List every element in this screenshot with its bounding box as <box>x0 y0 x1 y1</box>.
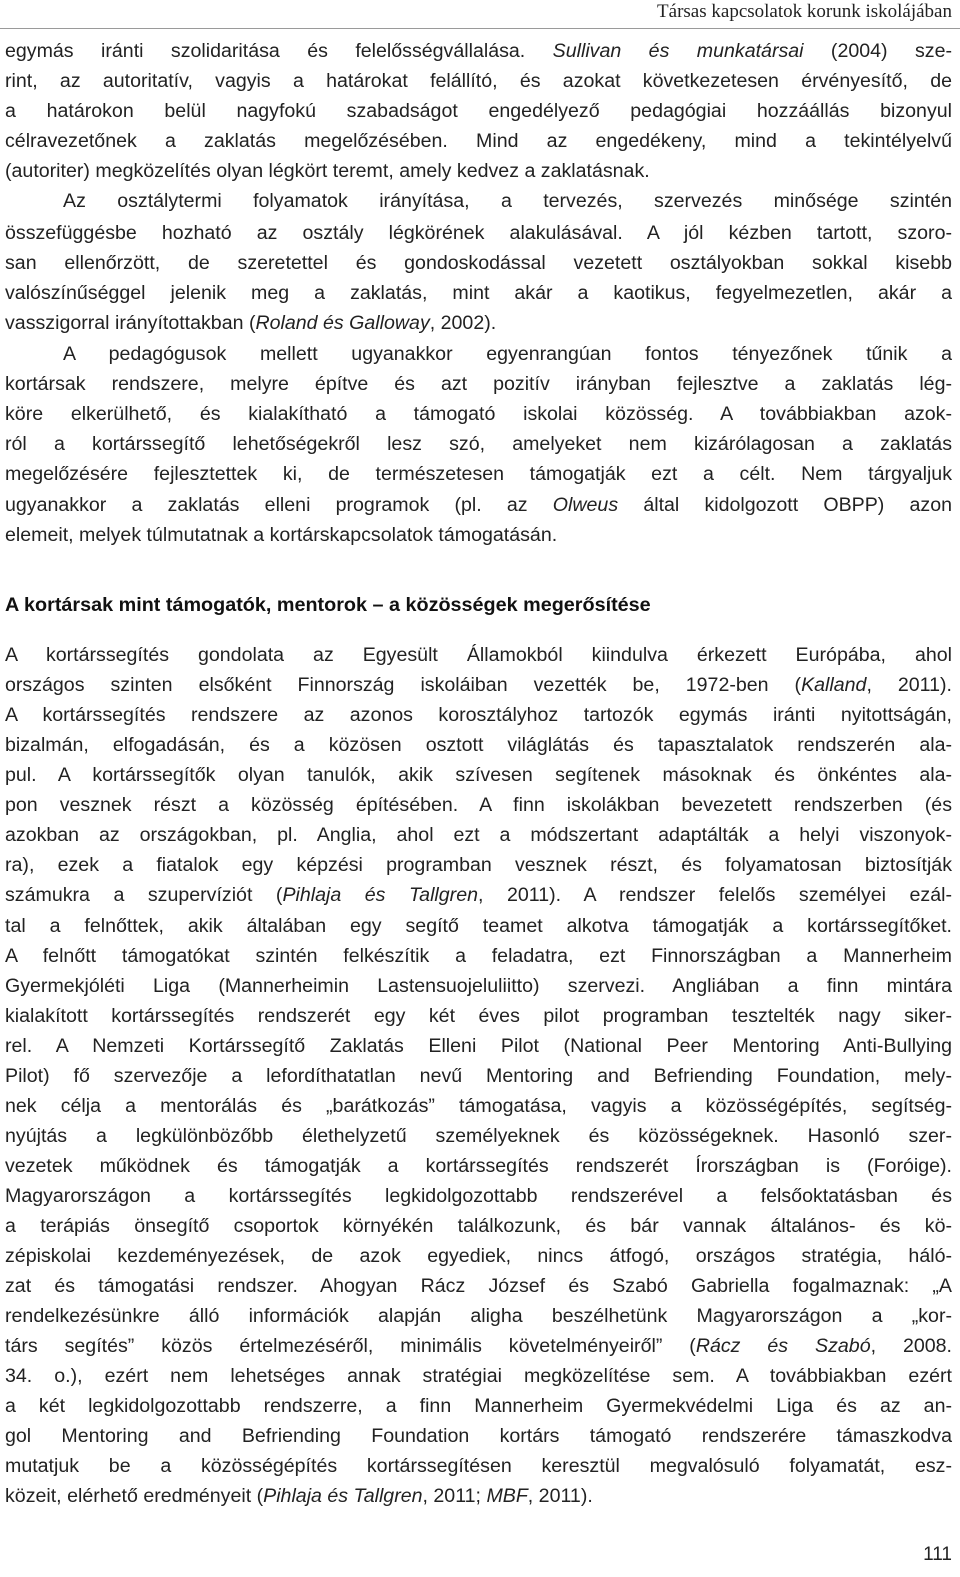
text-segment: a terápiás önsegítő csoportok környékén találkozunk, és bár vannak általános- és kö- <box>5 1215 952 1237</box>
text-line <box>5 308 952 338</box>
text-segment: Pilot) fő szervezője a lefordíthatatlan nevű Mentoring and Befriending Foundation, mely- <box>5 1065 952 1087</box>
text-line <box>5 1271 952 1301</box>
text-line <box>5 971 952 1001</box>
text-line <box>5 1391 952 1421</box>
text-line <box>5 1061 952 1091</box>
text-line <box>5 490 952 520</box>
text-line <box>5 941 952 971</box>
text-segment: elemeit, melyek túlmutatnak a kortárskapcsolatok támogatásán. <box>5 524 558 546</box>
italic-reference: Pihlaja és Tallgren <box>263 1485 423 1507</box>
text-line <box>5 640 952 670</box>
text-line <box>5 1121 952 1151</box>
text-line <box>5 1241 952 1271</box>
text-line <box>5 911 952 941</box>
text-segment: közeit, elérhető eredményeit ( <box>5 1485 264 1507</box>
text-line <box>5 700 952 730</box>
text-line <box>5 1451 952 1481</box>
text-segment: valószínűséggel jelenik meg a zaklatás, mint akár a kaotikus, fegyelmezetlen, akár a <box>5 282 952 304</box>
text-line <box>5 278 952 308</box>
text-segment: rint, az autoritatív, vagyis a határokat felállító, és azokat következetesen érvényesítő, de <box>5 70 952 92</box>
text-line <box>5 790 952 820</box>
text-segment: A felnőtt támogatókat szintén felkészítik a feladatra, ezt Finnországban a Mannerheim <box>5 945 952 967</box>
text-segment: zat és támogatási rendszer. Ahogyan Rácz József és Szabó Gabriella fogalmaznak: „A <box>5 1275 952 1297</box>
text-segment: , 2008. <box>870 1335 953 1357</box>
text-line <box>5 1181 952 1211</box>
text-segment: A pedagógusok mellett ugyanakkor egyenrangúan fontos tényezőnek tűnik a <box>63 343 952 365</box>
text-segment: ról a kortárssegítő lehetőségekről lesz szó, amelyeket nem kizárólagosan a zaklatás <box>5 433 952 455</box>
text-segment: (autoriter) megközelítés olyan légkört teremt, amely kedvez a zaklatásnak. <box>5 160 650 182</box>
text-segment: kialakított kortárssegítés rendszerét egy két éves pilot programban tesztelték nagy siker- <box>5 1005 952 1027</box>
text-line <box>5 369 952 399</box>
italic-reference: Roland és Galloway <box>255 312 430 334</box>
text-segment: egymás iránti szolidaritása és felelősségvállalása. <box>5 40 553 62</box>
text-line <box>63 339 952 369</box>
text-segment: összefüggésbe hozható az osztály légkörének alakulásával. A jól kézben tartott, szoro- <box>5 222 952 244</box>
text-line <box>5 820 952 850</box>
text-segment: által kidolgozott OBPP) azon <box>618 494 952 516</box>
text-segment: köre elkerülhető, és kialakítható a támogató iskolai közösség. A továbbiakban azok- <box>5 403 952 425</box>
text-line <box>5 1481 952 1511</box>
italic-reference: Pihlaja és Tallgren <box>282 884 478 906</box>
text-line <box>5 399 952 429</box>
text-line <box>5 66 952 96</box>
text-segment: nyújtás a legkülönbözőbb élethelyzetű személyeknek és közösségeknek. Hasonló szer- <box>5 1125 952 1147</box>
text-segment: Magyarországon a kortárssegítés legkidolgozottabb rendszerével a felsőoktatásban és <box>5 1185 952 1207</box>
text-line <box>5 670 952 700</box>
text-line <box>5 1031 952 1061</box>
text-segment: ugyanakkor a zaklatás elleni programok (pl. az <box>5 494 553 516</box>
text-segment: pul. A kortárssegítők olyan tanulók, akik szívesen segítenek másoknak és önkéntes ala- <box>5 764 952 786</box>
italic-reference: Olweus <box>552 494 619 516</box>
text-segment: Gyermekjóléti Liga (Mannerheimin Lastensuojeluliitto) szervezi. Angliában a finn mintára <box>5 975 952 997</box>
text-line <box>5 520 952 550</box>
italic-reference: Sullivan és munkatársai <box>552 40 804 62</box>
text-segment: vezetek működnek és támogatják a kortárssegítés rendszerét Írországban is (Foróige). <box>5 1155 952 1177</box>
text-segment: számukra a szupervíziót ( <box>5 884 283 906</box>
running-header: Társas kapcsolatok korunk iskolájában <box>657 1 952 22</box>
text-segment: tal a felnőttek, akik általában egy segítő teamet alkotva támogatják a kortárssegítőket. <box>5 915 952 937</box>
text-segment: , 2011; <box>422 1485 487 1507</box>
text-segment: a két legkidolgozottabb rendszerre, a finn Mannerheim Gyermekvédelmi Liga és az an- <box>5 1395 952 1417</box>
text-segment: nek célja a mentorálás és „barátkozás” támogatása, vagyis a közösségépítés, segítség- <box>5 1095 952 1117</box>
text-line <box>5 730 952 760</box>
italic-reference: MBF <box>486 1485 528 1507</box>
text-segment: , 2011). <box>866 674 952 696</box>
text-segment: san ellenőrzött, de szeretettel és gondoskodással vezetett osztályokban sokkal kisebb <box>5 252 952 274</box>
text-segment: rendelkezésünkre álló információk alapján aligha beszélhetünk Magyarországon a „kor- <box>5 1305 952 1327</box>
text-line <box>5 1001 952 1031</box>
italic-reference: Kalland <box>801 674 867 696</box>
text-line <box>5 96 952 126</box>
text-segment: A kortárssegítés gondolata az Egyesült Államokból kiindulva érkezett Európába, ahol <box>5 644 952 666</box>
text-line <box>5 1301 952 1331</box>
text-line <box>5 1091 952 1121</box>
text-segment: , 2011). A rendszer felelős személyei ezál- <box>478 884 952 906</box>
text-segment: ra), ezek a fiatalok egy képzési programban vesznek részt, és folyamatosan biztosítják <box>5 854 952 876</box>
text-line <box>5 1211 952 1241</box>
text-line <box>5 459 952 489</box>
page-number: 111 <box>923 1544 952 1565</box>
text-line <box>5 880 952 910</box>
text-line <box>5 760 952 790</box>
text-line <box>5 1331 952 1361</box>
section-heading: A kortársak mint támogatók, mentorok – a közösségek megerősítése <box>5 594 651 616</box>
text-line <box>5 1361 952 1391</box>
text-segment: kortársak rendszere, melyre építve és azt pozitív irányban fejlesztve a zaklatás lég- <box>5 373 952 395</box>
text-line <box>5 218 952 248</box>
text-line <box>5 1421 952 1451</box>
text-segment: (2004) sze- <box>803 40 952 62</box>
text-line <box>5 156 952 186</box>
text-line <box>5 126 952 156</box>
text-line <box>63 186 952 216</box>
text-segment: Az osztálytermi folyamatok irányítása, a tervezés, szervezés minősége szintén <box>63 190 952 212</box>
text-segment: megelőzésére fejlesztettek ki, de természetesen támogatják ezt a célt. Nem tárgyaljuk <box>5 463 952 485</box>
text-segment: vasszigorral irányítottakban ( <box>5 312 256 334</box>
text-segment: országos szinten elsőként Finnország iskoláiban vezették be, 1972-ben ( <box>5 674 802 696</box>
italic-reference: Rácz és Szabó <box>695 1335 871 1357</box>
text-line <box>5 248 952 278</box>
text-line <box>5 429 952 459</box>
text-segment: , 2002). <box>429 312 497 334</box>
text-segment: azokban az országokban, pl. Anglia, ahol ezt a módszertant adaptálták a helyi viszonyok- <box>5 824 952 846</box>
text-segment: társ segítés” közös értelmezéséről, minimális követelményeiről” ( <box>5 1335 696 1357</box>
text-line <box>5 1151 952 1181</box>
text-line <box>5 36 952 66</box>
header-rule <box>0 28 960 29</box>
text-segment: zépiskolai kezdeményezések, de azok egyediek, nincs átfogó, országos stratégia, háló- <box>5 1245 952 1267</box>
text-segment: bizalmán, elfogadásán, és a közösen osztott világlátás és tapasztalatok rendszerén ala- <box>5 734 952 756</box>
text-segment: gol Mentoring and Befriending Foundation kortárs támogató rendszerére támaszkodva <box>5 1425 952 1447</box>
text-line <box>5 850 952 880</box>
text-segment: célravezetőnek a zaklatás megelőzésében. Mind az engedékeny, mind a tekintélyelvű <box>5 130 952 152</box>
text-segment: a határokon belül nagyfokú szabadságot engedélyező pedagógiai hozzáállás bizonyul <box>5 100 952 122</box>
text-segment: pon vesznek részt a közösség építésében. A finn iskolákban bevezetett rendszerben (és <box>5 794 952 816</box>
text-segment: 34. o.), ezért nem lehetséges annak stratégiai megközelítése sem. A továbbiakban ezért <box>5 1365 952 1387</box>
text-segment: A kortárssegítés rendszere az azonos korosztályhoz tartozók egymás iránti nyitottságán, <box>5 704 952 726</box>
text-segment: , 2011). <box>527 1485 593 1507</box>
text-segment: rel. A Nemzeti Kortárssegítő Zaklatás Elleni Pilot (National Peer Mentoring Anti-Bullying <box>5 1035 952 1057</box>
text-segment: mutatjuk be a közösségépítés kortárssegítésen keresztül megvalósuló folyamatát, esz- <box>5 1455 952 1477</box>
